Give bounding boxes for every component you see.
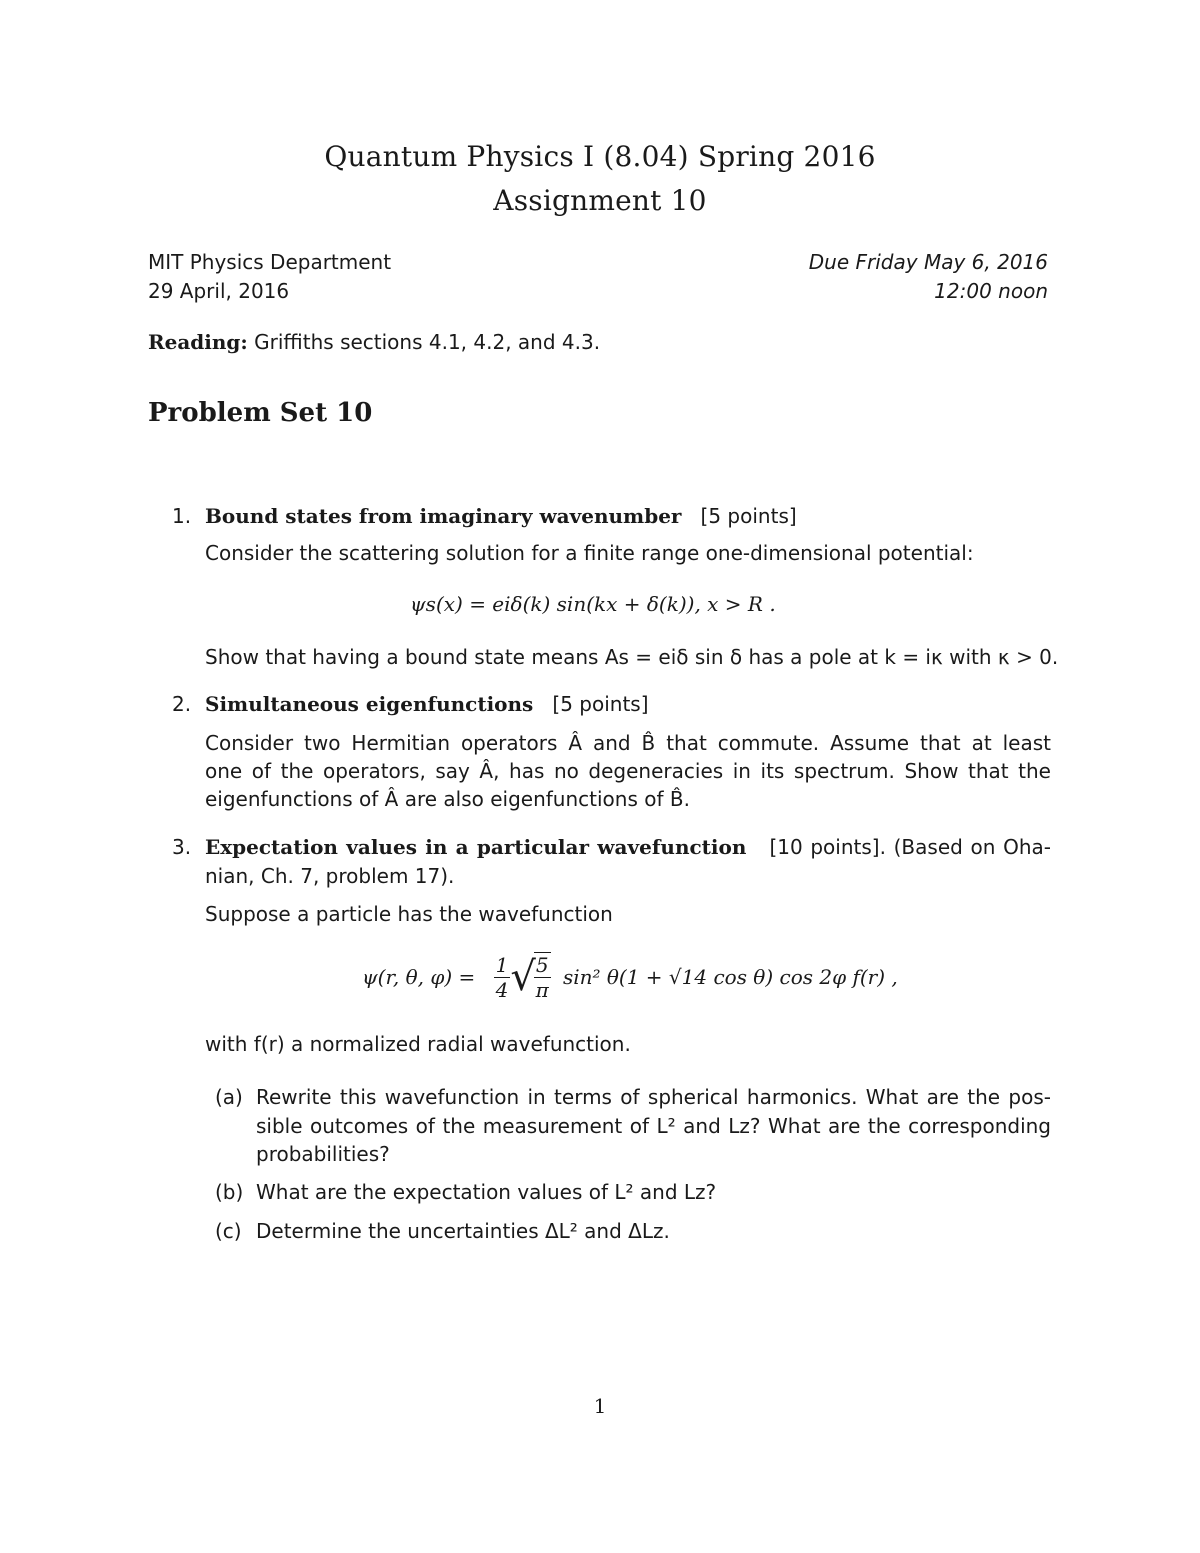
problem-3-points: [10 points]. (Based on Oha-: [769, 835, 1051, 859]
sqrt-denominator: π: [535, 978, 549, 1002]
problem-2-line-1: Consider two Hermitian operators Â and B̂ that commute. Assume that at least: [205, 731, 1051, 755]
problem-3-title: Expectation values in a particular wavefunction: [205, 835, 747, 859]
problem-3-heading: [205, 835, 1051, 859]
problem-3-after: with f(r) a normalized radial wavefunction.: [205, 1032, 631, 1056]
fraction-denominator: 4: [495, 977, 509, 1002]
problem-1-points: [5 points]: [700, 504, 797, 528]
page-number: 1: [593, 1394, 607, 1418]
problem-3-equation: [362, 952, 898, 1002]
problem-1-intro: Consider the scattering solution for a finite range one-dimensional potential:: [205, 541, 974, 565]
part-a-line-2: sible outcomes of the measurement of L² and Lz? What are the corresponding: [256, 1114, 1051, 1138]
problem-2-title: Simultaneous eigenfunctions: [205, 692, 534, 716]
issue-date: 29 April, 2016: [148, 279, 290, 303]
reading-label: Reading:: [148, 330, 248, 354]
sqrt-symbol: √: [510, 954, 536, 1000]
problem-set-heading: Problem Set 10: [148, 398, 373, 428]
problem-2-number: 2.: [172, 692, 192, 716]
reading-text: Griffiths sections 4.1, 4.2, and 4.3.: [254, 330, 601, 354]
problem-2-heading: [205, 692, 649, 716]
due-time: 12:00 noon: [934, 279, 1048, 303]
problem-2-line-2: one of the operators, say Â, has no degeneracies in its spectrum. Show that the: [205, 759, 1051, 783]
problem-3-source: nian, Ch. 7, problem 17).: [205, 864, 455, 888]
document-title: Quantum Physics I (8.04) Spring 2016: [324, 140, 876, 173]
equation-rhs: sin² θ(1 + √14 cos θ) cos 2φ f(r) ,: [562, 965, 898, 989]
part-b-line-1: What are the expectation values of L² and Lz?: [256, 1180, 717, 1204]
problem-1-title: Bound states from imaginary wavenumber: [205, 504, 682, 528]
problem-2-points: [5 points]: [552, 692, 649, 716]
reading-assignment: [148, 330, 600, 354]
part-b-label: (b): [215, 1180, 244, 1204]
problem-1-conclusion: Show that having a bound state means As = eiδ sin δ has a pole at k = iκ with κ > 0.: [205, 645, 1059, 669]
part-a-line-3: probabilities?: [256, 1142, 390, 1166]
fraction-numerator: 1: [495, 952, 509, 977]
sqrt-numerator: 5: [535, 953, 549, 977]
part-c-line-1: Determine the uncertainties ΔL² and ΔLz.: [256, 1219, 670, 1243]
equation-lhs: ψ(r, θ, φ) =: [362, 965, 476, 989]
part-c-label: (c): [215, 1219, 242, 1243]
fraction-one-quarter: [494, 953, 511, 1002]
problem-1-equation: ψs(x) = eiδ(k) sin(kx + δ(k)), x > R .: [410, 592, 776, 616]
problem-3-intro: Suppose a particle has the wavefunction: [205, 902, 613, 926]
problem-2-line-3: eigenfunctions of Â are also eigenfunctions of B̂.: [205, 787, 690, 811]
fraction-five-over-pi: [534, 952, 551, 1002]
part-a-line-1: Rewrite this wavefunction in terms of spherical harmonics. What are the pos-: [256, 1085, 1051, 1109]
problem-1-heading: [205, 504, 797, 528]
due-date: Due Friday May 6, 2016: [808, 250, 1048, 274]
problem-1-number: 1.: [172, 504, 192, 528]
problem-3-number: 3.: [172, 835, 192, 859]
part-a-label: (a): [215, 1085, 243, 1109]
document-subtitle: Assignment 10: [493, 184, 707, 217]
department: MIT Physics Department: [148, 250, 392, 274]
